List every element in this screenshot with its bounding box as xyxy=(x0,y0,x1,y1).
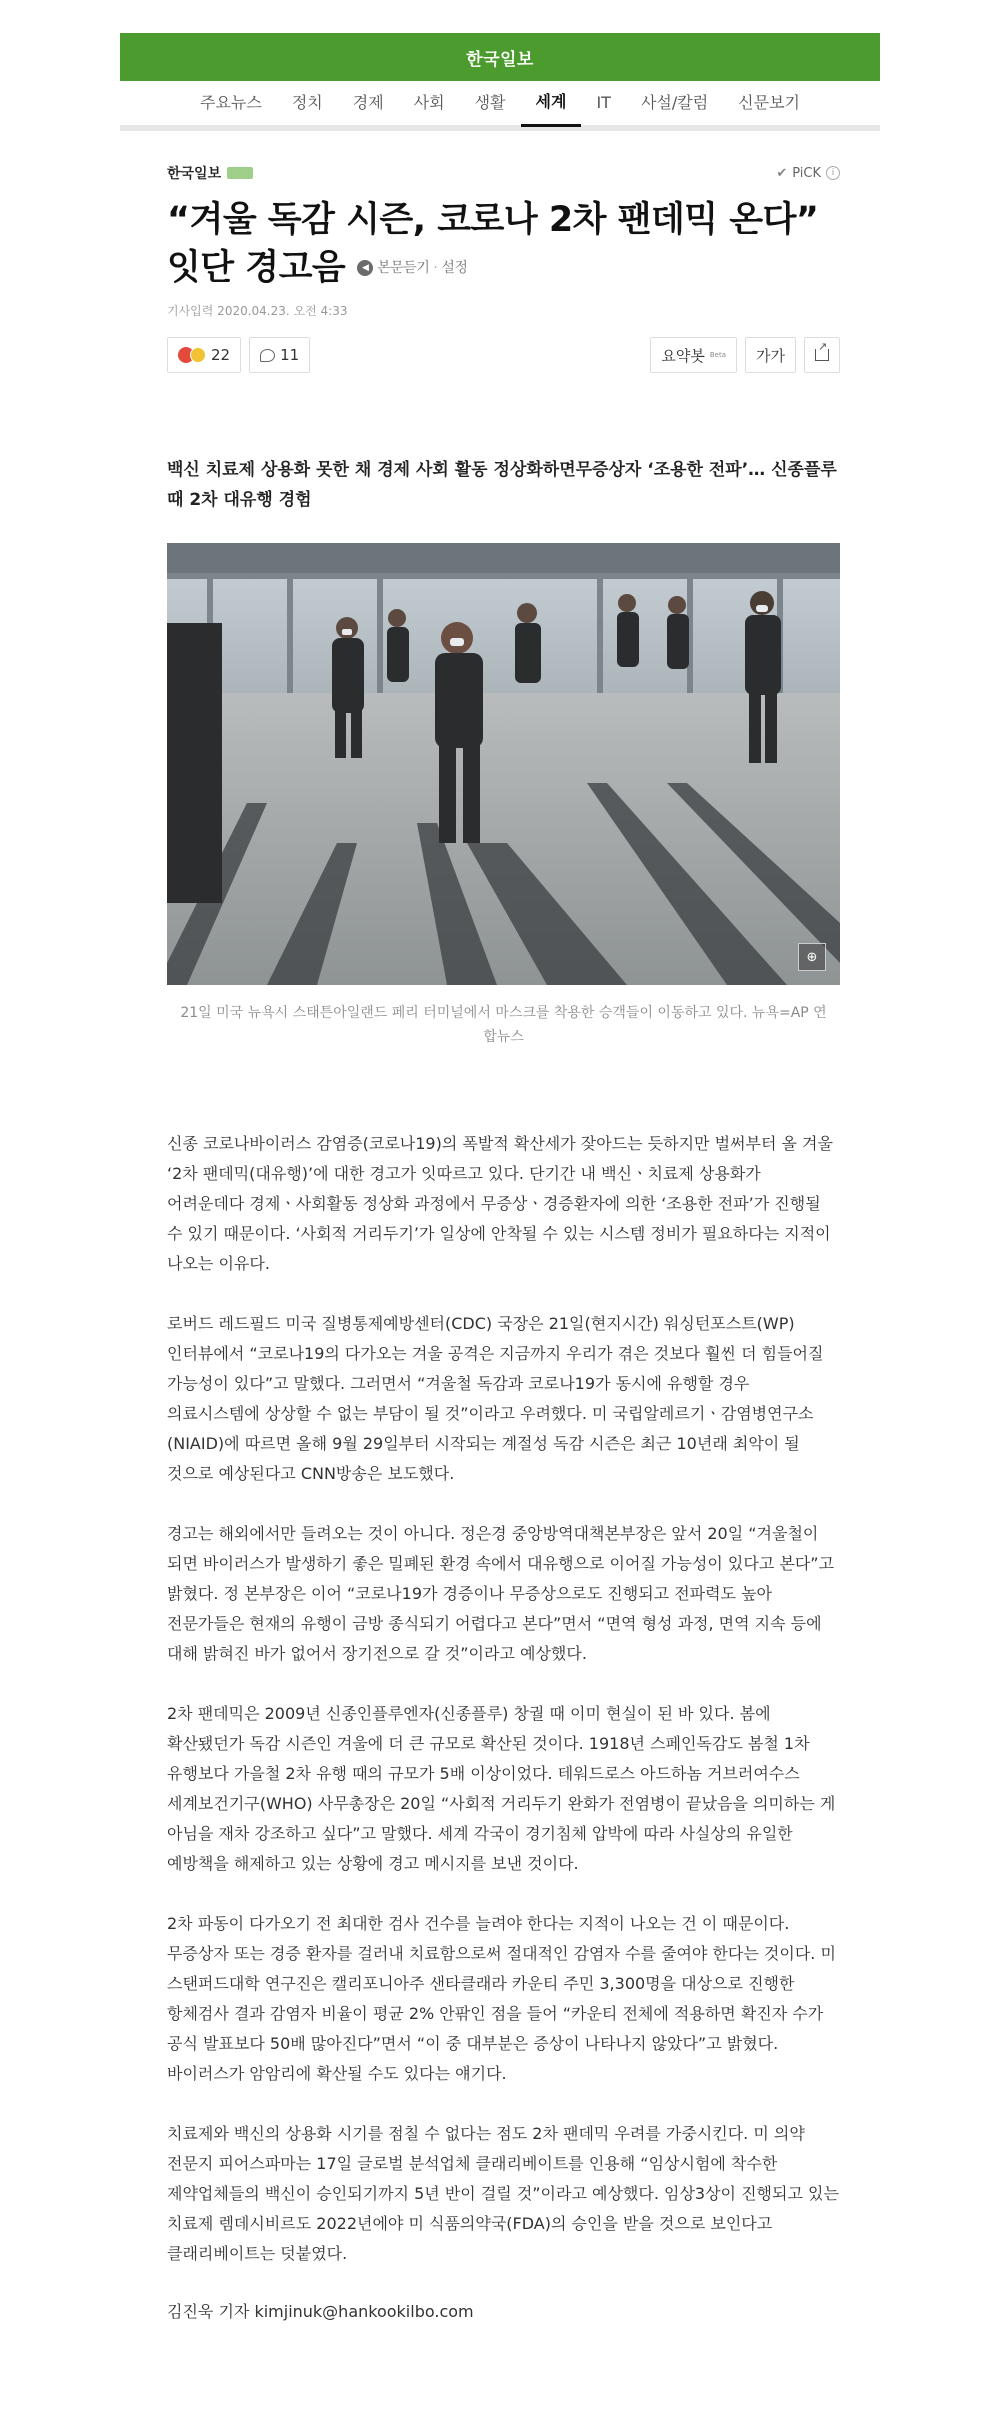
listen-settings-button[interactable]: 설정 xyxy=(441,260,468,276)
summary-bot-button[interactable] xyxy=(650,337,737,373)
article xyxy=(167,162,840,2322)
article-subhead: 백신 치료제 상용화 못한 채 경제 사회 활동 정상화하면무증상자 ‘조용한 전파’… 신종플루 때 2차 대유행 경험 xyxy=(167,460,837,510)
nav-item-politics[interactable]: 정치 xyxy=(291,93,323,112)
article-date: 기사입력 2020.04.23. 오전 4:33 xyxy=(167,304,348,318)
body-paragraph: 2차 파동이 다가오기 전 최대한 검사 건수를 늘려야 한다는 지적이 나오는 건 이 때문이다. 무증상자 또는 경증 환자를 걸러내 치료함으로써 절대적인 감염자 수를 줄여야 한다는 것이다. 미 스탠퍼드대학 연구진은 캘리포니아주 샌타클래라 카운티 주민 3,300명을 대상으로 진행한 항체검사 결과 감염자 비율이 평균 2% 안팎인 점을 들어 “카운티 전체에 적용하면 확진자 수가 공식 발표보다 50배 많아진다”면서 “이 중 대부분은 증상이 나타나지 않았다”고 밝혔다. 바이러스가 암암리에 확산될 수도 있다는 얘기다. xyxy=(167,1914,836,2083)
article-title xyxy=(167,196,840,292)
zoom-icon[interactable]: ⊕ xyxy=(798,943,826,971)
reaction-button[interactable] xyxy=(167,337,241,373)
article-source-row xyxy=(167,162,840,184)
nav-item-it[interactable]: IT xyxy=(596,93,611,112)
reaction-count: 22 xyxy=(211,346,231,364)
body-paragraph: 2차 팬데믹은 2009년 신종인플루엔자(신종플루) 창궐 때 이미 현실이 된 바 있다. 봄에 확산됐던가 독감 시즌인 겨울에 더 큰 규모로 확산된 것이다. 1918년 스페인독감도 봄철 1차 유행보다 가을철 2차 유행 때의 규모가 5배 이상이었다. 테워드로스 아드하놈 거브러여수스 세계보건기구(WHO) 사무총장은 20일 “사회적 거리두기 완화가 전염병이 끝났음을 의미하는 게 아님을 재차 강조하고 싶다”고 말했다. 세계 각국이 경기침체 압박에 따라 사실상의 유일한 예방책을 해제하고 있는 상황에 경고 메시지를 보낸 것이다. xyxy=(167,1704,836,1873)
section-nav xyxy=(120,81,880,131)
share-icon xyxy=(815,349,829,361)
article-body xyxy=(167,1129,840,2322)
reaction-emoji-icon xyxy=(178,347,206,363)
nav-item-life[interactable]: 생활 xyxy=(474,93,506,112)
press-name: 한국일보 xyxy=(167,166,222,182)
title-line-1: “겨울 독감 시즌, 코로나 2차 팬데믹 온다” xyxy=(167,200,819,240)
comment-count: 11 xyxy=(280,346,300,364)
share-button[interactable] xyxy=(804,337,840,373)
info-icon[interactable]: i xyxy=(826,166,840,180)
brand-logo[interactable]: 한국일보 xyxy=(466,49,534,70)
article-photo[interactable] xyxy=(167,543,840,985)
summary-beta-label: Beta xyxy=(709,351,727,359)
byline: 김진욱 기자 kimjinuk@hankookilbo.com xyxy=(167,2302,474,2321)
nav-item-editorial[interactable]: 사설/칼럼 xyxy=(640,93,709,112)
press-badge-icon xyxy=(227,167,253,179)
nav-item-society[interactable]: 사회 xyxy=(413,93,445,112)
article-actions xyxy=(167,337,840,373)
nav-item-newspaper[interactable]: 신문보기 xyxy=(738,93,800,112)
speaker-icon[interactable]: ◀ xyxy=(357,260,373,276)
top-bar xyxy=(120,33,880,81)
comment-button[interactable] xyxy=(249,337,310,373)
nav-item-world[interactable]: 세계 xyxy=(521,80,582,127)
body-paragraph: 경고는 해외에서만 들려오는 것이 아니다. 정은경 중앙방역대책본부장은 앞서 20일 “겨울철이 되면 바이러스가 발생하기 좋은 밀폐된 환경 속에서 대유행으로 이어질 가능성이 있다고 본다”고 밝혔다. 정 본부장은 이어 “코로나19가 경증이나 무증상으로도 진행되고 전파력도 높아 전문가들은 현재의 유행이 금방 종식되기 어렵다고 본다”면서 “면역 형성 과정, 면역 지속 등에 대해 밝혀진 바가 없어서 장기전으로 갈 것”이라고 예상했다. xyxy=(167,1524,835,1663)
summary-bot-label: 요약봇 xyxy=(661,346,705,365)
photo-caption: 21일 미국 뉴욕시 스태튼아일랜드 페리 터미널에서 마스크를 착용한 승객들이 이동하고 있다. 뉴욕=AP 연합뉴스 xyxy=(180,1005,827,1045)
page-header xyxy=(120,33,880,131)
comment-icon xyxy=(260,349,275,362)
body-paragraph: 신종 코로나바이러스 감염증(코로나19)의 폭발적 확산세가 잦아드는 듯하지만 벌써부터 올 겨울 ‘2차 팬데믹(대유행)’에 대한 경고가 잇따르고 있다. 단기간 내 백신ㆍ치료제 상용화가 어려운데다 경제ㆍ사회활동 정상화 과정에서 무증상ㆍ경증환자에 의한 ‘조용한 전파’가 진행될 수 있기 때문이다. ‘사회적 거리두기’가 일상에 안착될 수 있는 시스템 정비가 필요하다는 지적이 나오는 이유다. xyxy=(167,1134,833,1273)
nav-item-economy[interactable]: 경제 xyxy=(352,93,384,112)
listen-controls: ◀ 본문듣기 · 설정 xyxy=(357,244,467,292)
listen-button[interactable]: 본문듣기 xyxy=(377,260,430,276)
pick-label: PiCK xyxy=(792,165,821,181)
terminal-photo xyxy=(167,543,840,985)
press-source[interactable] xyxy=(167,163,253,183)
nav-item-main-news[interactable]: 주요뉴스 xyxy=(200,93,262,112)
title-line-2: 잇단 경고음 xyxy=(167,248,346,288)
font-size-button[interactable] xyxy=(745,337,796,373)
body-paragraph: 치료제와 백신의 상용화 시기를 점칠 수 없다는 점도 2차 팬데믹 우려를 가중시킨다. 미 의약 전문지 피어스파마는 17일 글로벌 분석업체 클래리베이트를 인용해 “임상시험에 착수한 제약업체들의 백신이 승인되기까지 5년 반이 걸릴 것”이라고 예상했다. 임상3상이 진행되고 있는 치료제 렘데시비르도 2022년에야 미 식품의약국(FDA)의 승인을 받을 것으로 보인다고 클래리베이트는 덧붙였다. xyxy=(167,2124,839,2263)
font-size-label: 가가 xyxy=(756,346,785,365)
check-icon: ✔ xyxy=(776,165,788,181)
pick-badge xyxy=(776,166,840,181)
body-paragraph: 로버드 레드필드 미국 질병통제예방센터(CDC) 국장은 21일(현지시간) 워싱턴포스트(WP) 인터뷰에서 “코로나19의 다가오는 겨울 공격은 지금까지 우리가 겪은 것보다 훨씬 더 힘들어질 가능성이 있다”고 말했다. 그러면서 “겨울철 독감과 코로나19가 동시에 유행할 경우 의료시스템에 상상할 수 없는 부담이 될 것”이라고 우려했다. 미 국립알레르기ㆍ감염병연구소(NIAID)에 따르면 올해 9월 29일부터 시작되는 계절성 독감 시즌은 최근 10년래 최악이 될 것으로 예상된다고 CNN방송은 보도했다. xyxy=(167,1314,824,1483)
